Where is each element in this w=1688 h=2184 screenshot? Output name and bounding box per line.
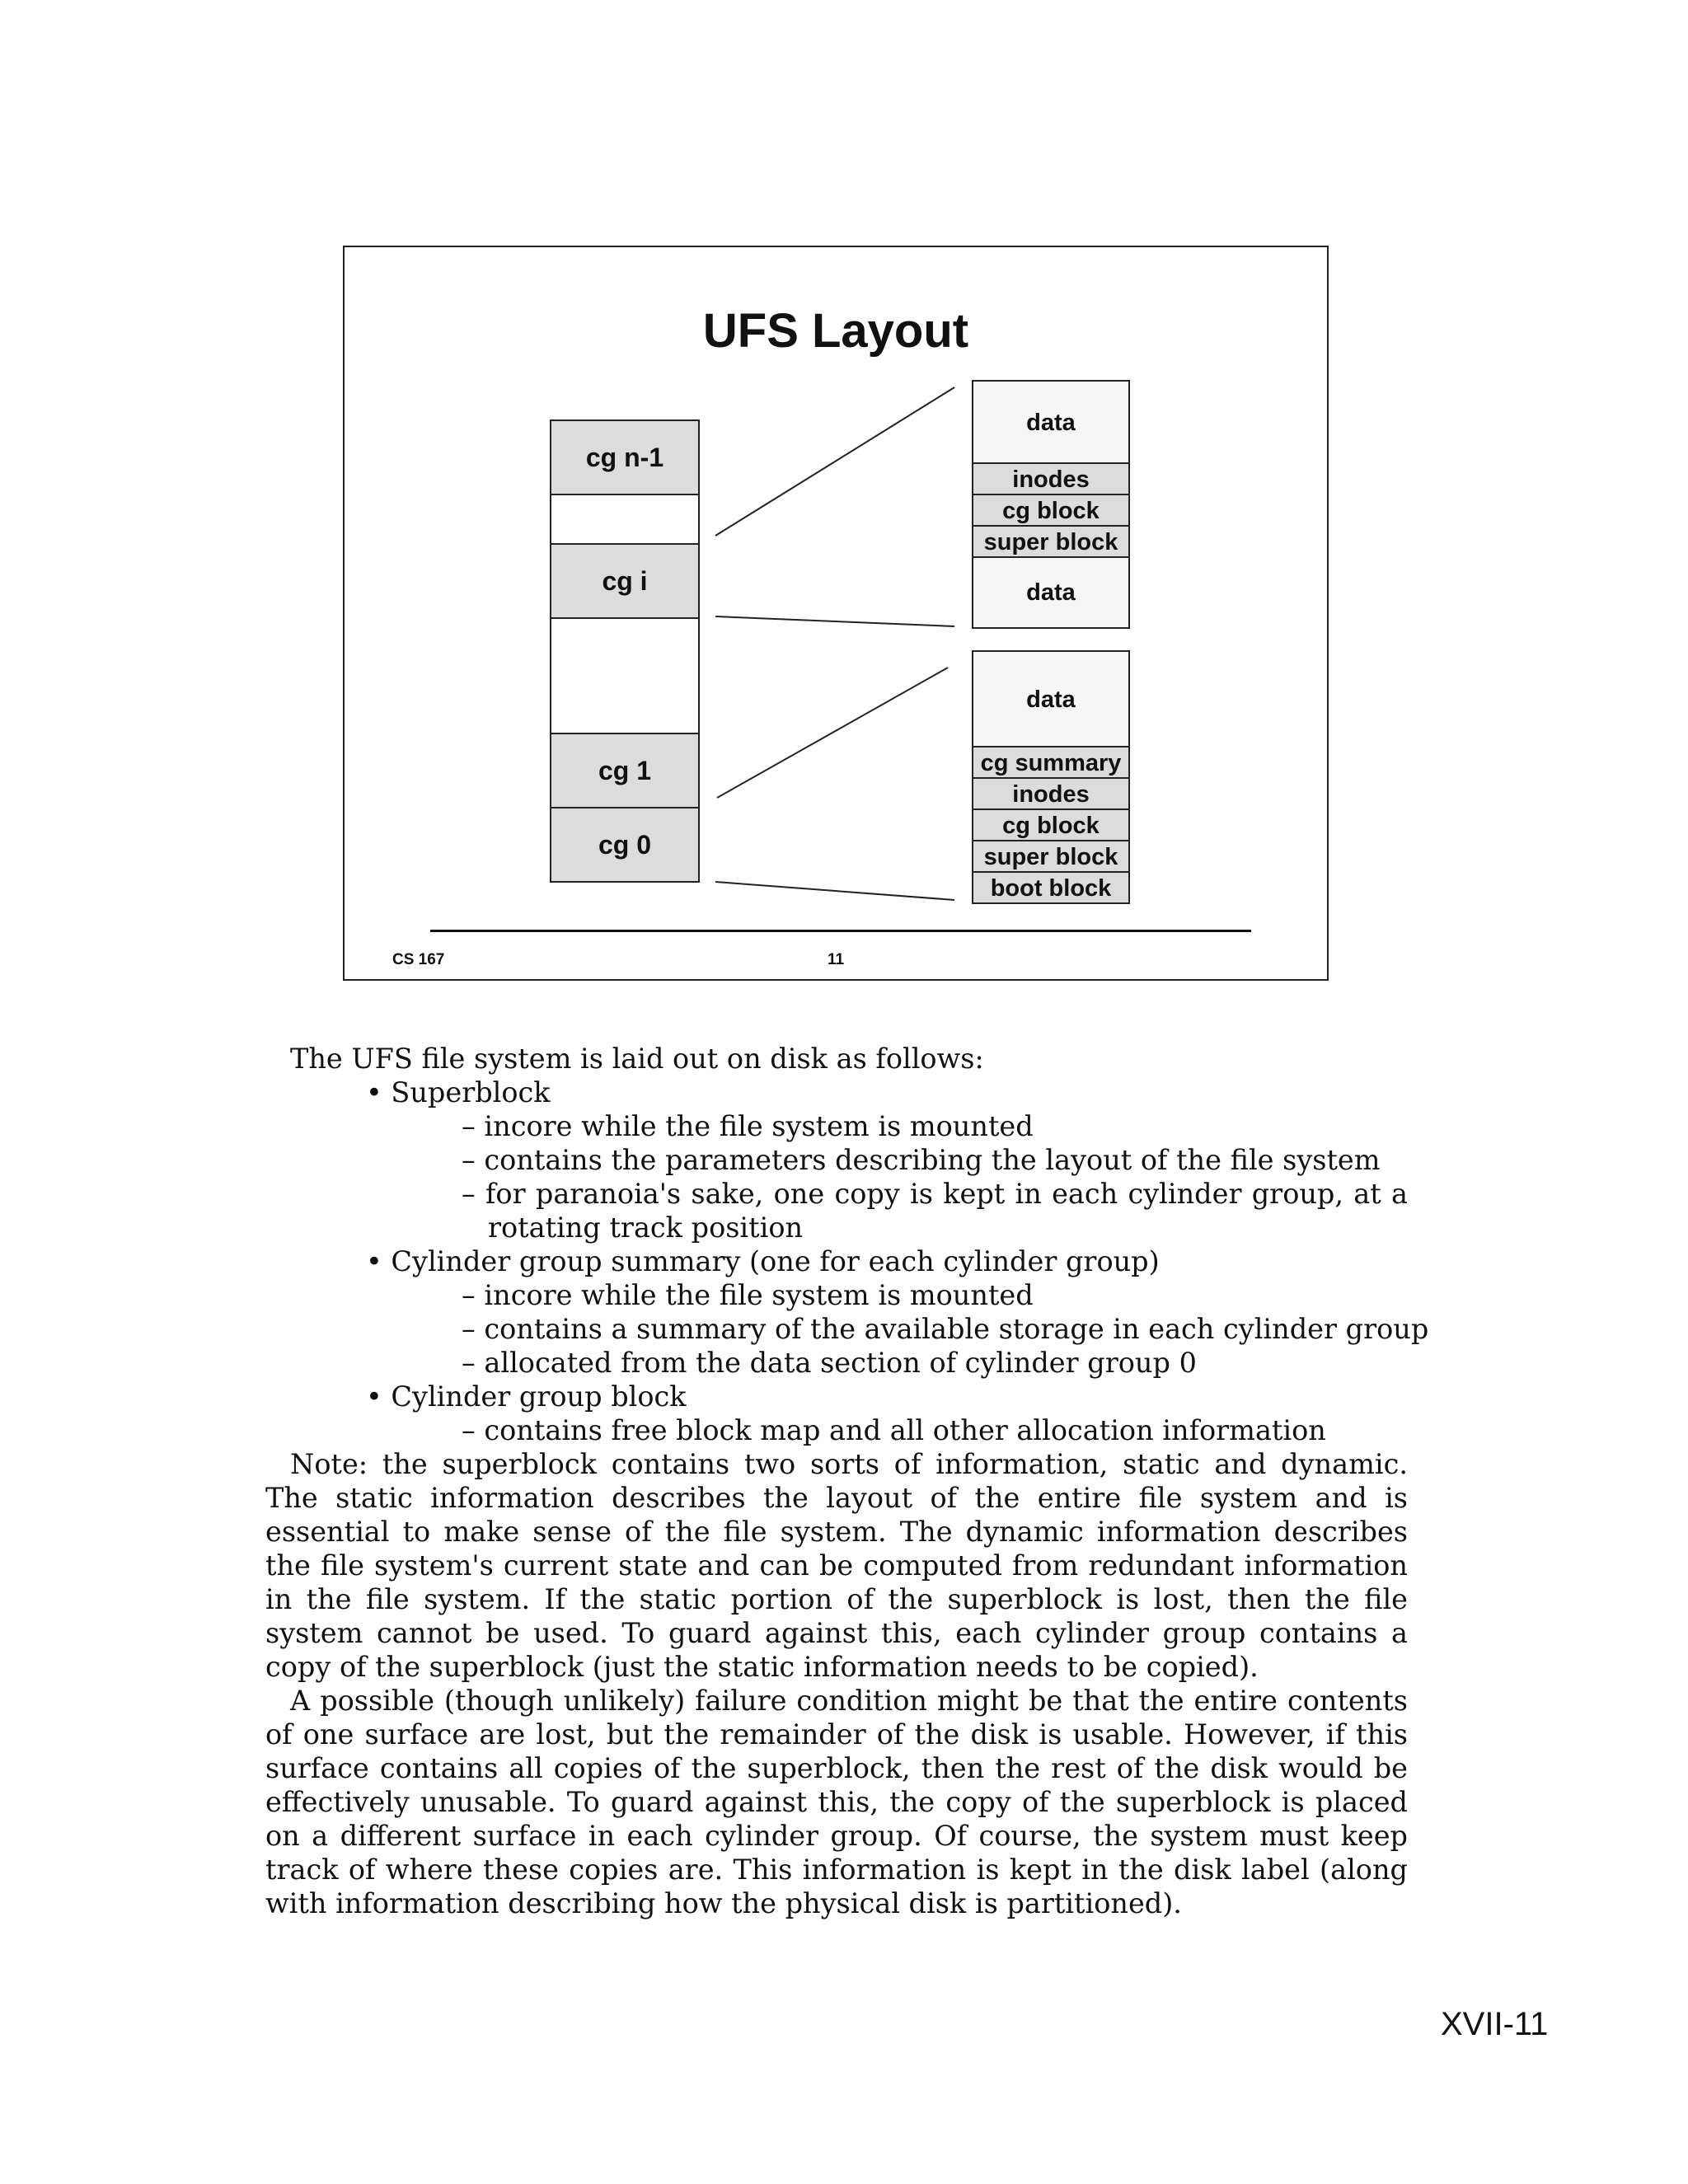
slide-title: UFS Layout — [702, 304, 969, 358]
group-0-label-inodes: inodes — [1012, 781, 1090, 808]
sub-item: – contains a summary of the available storage in each cylinder group — [462, 1313, 1429, 1345]
sub-item-continuation: rotating track position — [488, 1212, 804, 1244]
slide-footer-course: CS 167 — [392, 951, 445, 968]
connector-cg-0-top — [717, 668, 948, 798]
cylinder-group-i-detail — [973, 381, 1129, 628]
disk-label-cg-i: cg i — [602, 566, 648, 596]
connector-cg-i-top — [715, 387, 954, 536]
bullet-cylinder-group-summary: • Cylinder group summary (one for each cylinder group) — [366, 1245, 1160, 1277]
bullet-cylinder-group-block: • Cylinder group block — [366, 1380, 687, 1413]
group-0-label-cg-summary: cg summary — [980, 750, 1122, 776]
group-i-label-super-block: super block — [983, 529, 1118, 555]
group-0-label-super-block: super block — [983, 844, 1118, 870]
sub-item: – allocated from the data section of cylinder group 0 — [462, 1347, 1197, 1379]
page-number: XVII-11 — [1441, 2006, 1549, 2042]
group-i-label-cg-block: cg block — [1002, 498, 1100, 524]
slide-footer-number: 11 — [828, 951, 845, 968]
sub-item: – contains the parameters describing the layout of the file system — [462, 1144, 1381, 1176]
sub-item: – incore while the file system is mounted — [462, 1110, 1034, 1142]
slide-figure — [343, 246, 1329, 981]
disk-label-cg-n-1: cg n-1 — [585, 443, 664, 472]
group-0-label-cg-block: cg block — [1002, 813, 1100, 839]
disk-column — [551, 420, 699, 882]
bullet-superblock: • Superblock — [366, 1076, 551, 1108]
paragraphs — [265, 1447, 1408, 1920]
body-text — [265, 1042, 1429, 1920]
group-i-label-data-bottom: data — [1026, 579, 1076, 606]
connector-cg-0-bottom — [715, 882, 954, 900]
intro-line: The UFS file system is laid out on disk as follows: — [290, 1043, 984, 1075]
paragraph-failure: A possible (though unlikely) failure condition might be that the entire contents of one surface are lost, but the remainder of the disk is usable. However, if this surface contains all copies of the superblock, then the rest of the disk would be effectively unusable. To guard against this, the copy of the superblock is placed on a different surface in each cylinder group. Of course, the system must keep track of where these copies are. This information is kept in the disk label (along with information describing how the physical disk is partitioned). — [265, 1685, 1408, 1919]
disk-label-cg-1: cg 1 — [598, 756, 652, 785]
group-i-label-inodes: inodes — [1012, 466, 1090, 493]
slide-footer-rule — [430, 930, 1251, 932]
cylinder-group-0-detail — [973, 651, 1129, 903]
ufs-layout-diagram — [345, 247, 1327, 979]
connector-lines — [715, 387, 954, 900]
sub-item: – incore while the file system is mounted — [462, 1279, 1034, 1311]
disk-gap-upper — [551, 494, 699, 544]
group-i-label-data-top: data — [1026, 410, 1076, 436]
disk-gap-lower — [551, 618, 699, 733]
disk-label-cg-0: cg 0 — [598, 830, 652, 860]
sub-item: – for paranoia's sake, one copy is kept in each cylinder group, at a — [462, 1178, 1408, 1210]
group-0-label-data: data — [1026, 687, 1076, 713]
group-0-label-boot-block: boot block — [990, 875, 1112, 902]
sub-item: – contains free block map and all other allocation information — [462, 1414, 1326, 1446]
connector-cg-i-bottom — [715, 616, 954, 626]
paragraph-note: Note: the superblock contains two sorts of information, static and dynamic. The static information describes the layout of the entire file system and is essential to make sense of the file system. The dynamic information describes the file system's current state and can be computed from redundant information in the file system. If the static portion of the superblock is lost, then the file system cannot be used. To guard against this, each cylinder group contains a copy of the superblock (just the static information needs to be copied). — [265, 1448, 1408, 1683]
